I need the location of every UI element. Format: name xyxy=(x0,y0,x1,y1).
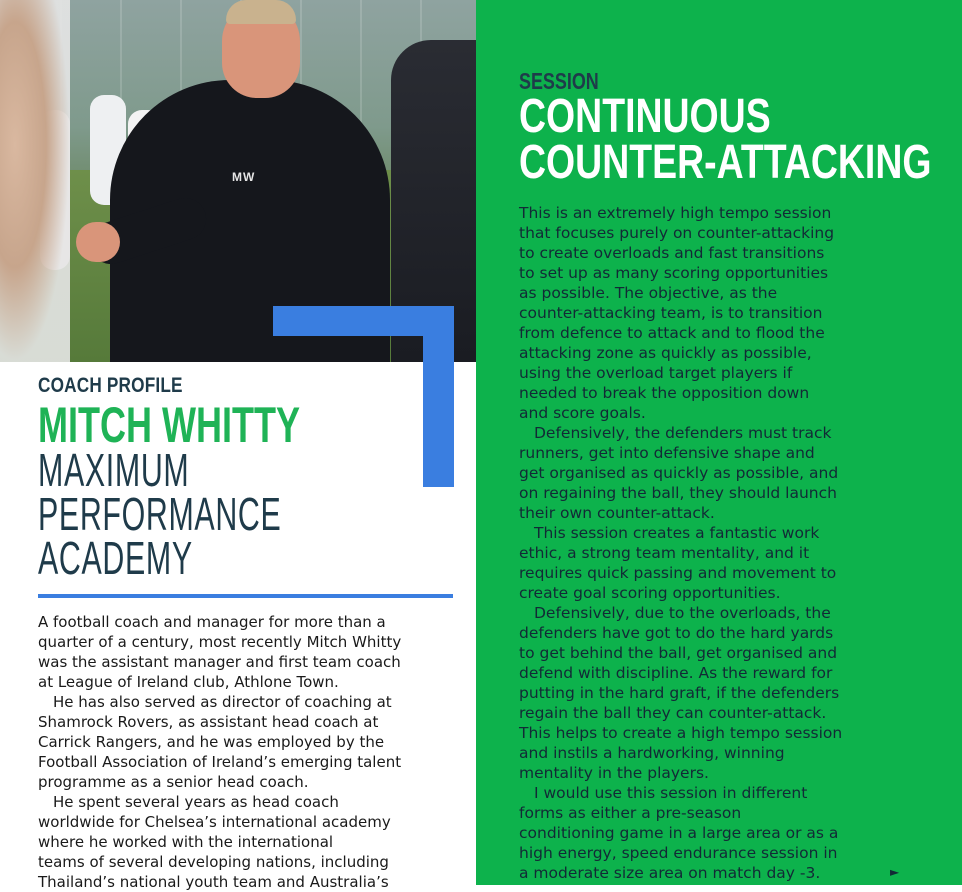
session-line: to get behind the ball, get organised and xyxy=(519,644,838,662)
session-line: as possible. The objective, as the xyxy=(519,284,778,302)
bio-line: worldwide for Chelsea’s international academy xyxy=(38,813,391,831)
session-line: create goal scoring opportunities. xyxy=(519,584,781,602)
bio-line: Carrick Rangers, and he was employed by the xyxy=(38,733,385,751)
bio-line: Thailand’s national youth team and Australia’s xyxy=(38,873,389,891)
bio-line: was the assistant manager and first team coach xyxy=(38,653,401,671)
session-line: This is an extremely high tempo session xyxy=(519,204,832,222)
bio-line: He spent several years as head coach xyxy=(53,793,339,811)
session-line: from defence to attack and to flood the xyxy=(519,324,825,342)
session-line: mentality in the players. xyxy=(519,764,709,782)
session-line: to set up as many scoring opportunities xyxy=(519,264,829,282)
session-line: counter-attacking team, is to transition xyxy=(519,304,823,322)
session-line: to create overloads and fast transitions xyxy=(519,244,825,262)
org-line: PERFORMANCE xyxy=(38,488,282,540)
session-line: defend with discipline. As the reward for xyxy=(519,664,833,682)
session-line: a moderate size area on match day -3. xyxy=(519,864,821,882)
session-line: forms as either a pre-season xyxy=(519,804,742,822)
bio-line: Football Association of Ireland’s emerging talent xyxy=(38,753,402,771)
session-line: get organised as quickly as possible, and xyxy=(519,464,839,482)
session-line: using the overload target players if xyxy=(519,364,793,382)
session-description xyxy=(519,203,939,883)
session-line: attacking zone as quickly as possible, xyxy=(519,344,812,362)
session-line: that focuses purely on counter-attacking xyxy=(519,224,835,242)
session-line: and score goals. xyxy=(519,404,646,422)
session-line: regain the ball they can counter-attack. xyxy=(519,704,827,722)
accent-bar-vertical xyxy=(423,306,454,487)
session-line: runners, get into defensive shape and xyxy=(519,444,815,462)
session-line: their own counter-attack. xyxy=(519,504,715,522)
session-line: ethic, a strong team mentality, and it xyxy=(519,544,810,562)
session-line: requires quick passing and movement to xyxy=(519,564,837,582)
session-line: This session creates a fantastic work xyxy=(534,524,820,542)
bio-line: at League of Ireland club, Athlone Town. xyxy=(38,673,339,691)
bio-line: He has also served as director of coaching at xyxy=(53,693,392,711)
coach-name: MITCH WHITTY xyxy=(38,397,300,453)
bio-line: quarter of a century, most recently Mitch Whitty xyxy=(38,633,402,651)
profile-kicker: COACH PROFILE xyxy=(38,374,183,397)
session-line: putting in the hard graft, if the defenders xyxy=(519,684,840,702)
bio-line: teams of several developing nations, including xyxy=(38,853,389,871)
session-line: and instils a hardworking, winning xyxy=(519,744,785,762)
bio-line: programme as a senior head coach. xyxy=(38,773,309,791)
photo-foreground-person xyxy=(0,0,70,362)
org-line: MAXIMUM xyxy=(38,444,190,496)
org-line: ACADEMY xyxy=(38,532,193,584)
bio-line: Shamrock Rovers, as assistant head coach at xyxy=(38,713,379,731)
photo-coach-hand xyxy=(76,222,120,262)
session-line: conditioning game in a large area or as a xyxy=(519,824,839,842)
continue-arrow-icon: ► xyxy=(890,865,900,879)
session-line: on regaining the ball, they should launch xyxy=(519,484,837,502)
coach-organisation xyxy=(38,444,355,584)
session-line: This helps to create a high tempo session xyxy=(519,724,843,742)
session-line: needed to break the opposition down xyxy=(519,384,810,402)
session-title-line: CONTINUOUS xyxy=(519,90,771,143)
session-line: I would use this session in different xyxy=(534,784,808,802)
session-line: Defensively, due to the overloads, the xyxy=(534,604,831,622)
photo-coach-hair xyxy=(226,0,296,24)
bio-line: A football coach and manager for more than a xyxy=(38,613,386,631)
session-kicker: SESSION xyxy=(519,68,599,94)
jacket-initials: MW xyxy=(232,170,256,184)
divider-rule xyxy=(38,594,453,598)
coach-bio xyxy=(38,612,458,892)
session-line: high energy, speed endurance session in xyxy=(519,844,838,862)
session-title xyxy=(519,90,956,189)
session-line: Defensively, the defenders must track xyxy=(534,424,832,442)
session-title-line: COUNTER-ATTACKING xyxy=(519,136,932,189)
session-line: defenders have got to do the hard yards xyxy=(519,624,834,642)
bio-line: where he worked with the international xyxy=(38,833,334,851)
